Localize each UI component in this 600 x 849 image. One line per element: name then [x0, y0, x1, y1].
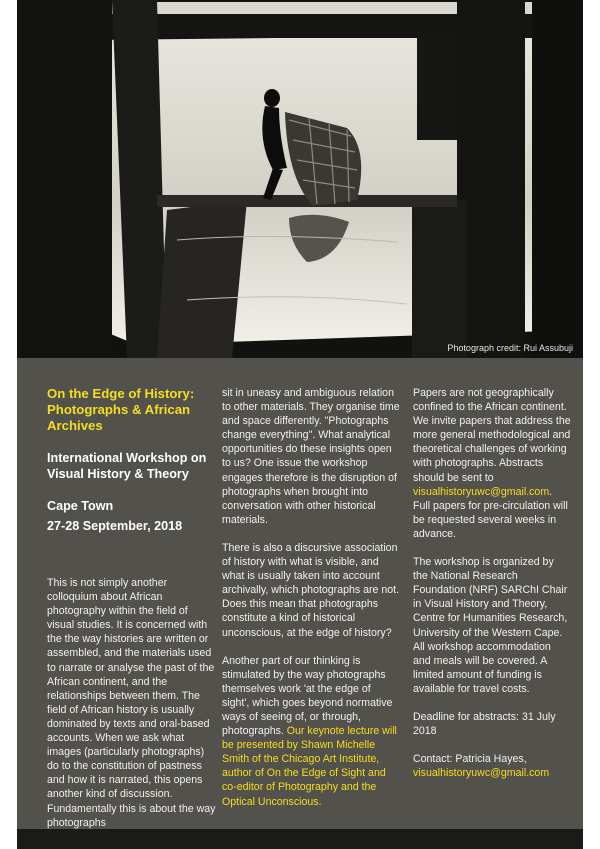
workshop-title: On the Edge of History: Photographs & African Archives	[47, 386, 195, 433]
contact-line: Contact: Patricia Hayes,	[413, 753, 527, 766]
call-for-papers-text: Papers are not geographically confined to the African continent. We invite papers that address the more general methodological and theoretical challenges of working with photographs. Abstracts should be sent to	[413, 387, 571, 484]
footer-bar	[17, 829, 583, 849]
workshop-subtitle: International Workshop on Visual History & Theory	[47, 451, 207, 481]
paragraph-organizer: The workshop is organized by the National Research Foundation (NRF) SARChI Chair in Visual History and Theory, Centre for Humanities Research, University of the Western Cape. All workshop accommodation and meals will be covered. A limited amount of funding is available for travel costs.	[413, 556, 568, 695]
column-middle	[222, 386, 400, 809]
paragraph-edge-of-sight	[222, 654, 400, 809]
hero-photograph	[17, 0, 583, 358]
edge-of-sight-text: Another part of our thinking is stimulated by the way photographs themselves work 'at the edge of sight', which goes beyond normative ways of seeing of, or through, photographs.	[222, 654, 393, 738]
paragraph-discursive-association: There is also a discursive association of history with what is visible, and what is usually taken into account archivally, which photographs are not. Does this mean that photographs constitute a kind of historical unconscious, at the edge of history?	[222, 541, 400, 639]
abstract-deadline: Deadline for abstracts: 31 July 2018	[413, 710, 556, 738]
call-for-papers-end: . Full papers for pre-circulation will be requested several weeks in advance.	[413, 485, 568, 540]
abstract-email-link[interactable]: visualhistoryuwc@gmail.com	[413, 485, 550, 498]
fisherman-photo-image	[17, 0, 583, 358]
intro-paragraph: This is not simply another colloquium about African photography within the field of visual studies. It is concerned with the the way histories are written or assembled, and the materials used to narrate or analyse the past of the African continent, and the relationships between them. The field of African history is usually dominated by texts and oral-based accounts. When we ask what images (particularly photographs) do to the constitution of pastness and how it is narrated, this opens another kind of discussion. Fundamentally this is about the way photographs	[47, 577, 216, 829]
workshop-dates: 27-28 September, 2018	[47, 519, 183, 533]
contact-email-link[interactable]: visualhistoryuwc@gmail.com	[413, 767, 550, 780]
paragraph-photographs-relation: sit in uneasy and ambiguous relation to other materials. They organise time and space differently. "Photographs change everything". What analytical opportunities do these insights open to us? One issue the workshop engages therefore is the disruption of photographs when brought into conversation with other historical materials.	[222, 387, 400, 526]
keynote-announcement: Our keynote lecture will be presented by Shawn Michelle Smith of the Chicago Art Institute, author of On the Edge of Sight and co-editor of Photography and the Optical Unconscious.	[222, 725, 397, 808]
photo-credit: Photograph credit: Rui Assubuji	[447, 343, 573, 353]
paragraph-call-for-papers	[413, 386, 571, 541]
column-left	[47, 386, 217, 830]
column-right	[413, 386, 571, 780]
workshop-city: Cape Town	[47, 499, 114, 513]
poster-sheet	[17, 0, 583, 849]
